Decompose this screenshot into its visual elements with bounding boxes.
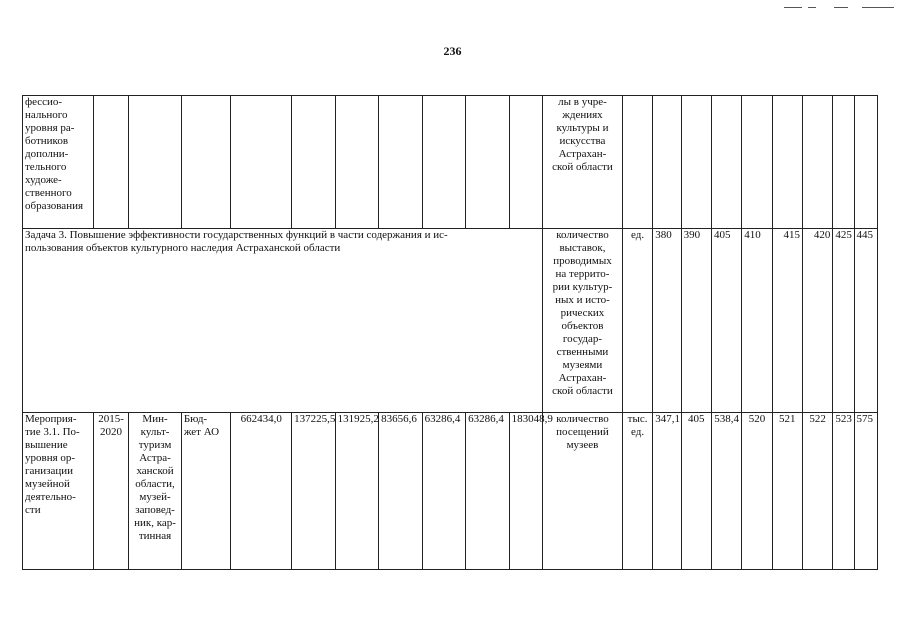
value-cell: 415 xyxy=(772,229,802,413)
value-cell: 347,1 xyxy=(653,413,681,570)
value-cell: 380 xyxy=(653,229,681,413)
year-value-cell: 131925,2 xyxy=(335,413,379,570)
value-cell: 575 xyxy=(854,413,877,570)
scan-mark xyxy=(862,7,894,8)
funding-source-cell: Бюд- жет АО xyxy=(181,413,231,570)
value-cell: 390 xyxy=(681,229,711,413)
value-cell: 405 xyxy=(681,413,711,570)
unit-cell: ед. xyxy=(622,229,652,413)
program-table xyxy=(22,95,878,570)
measure-name-cell: фессио- нального уровня ра- ботников дополни- тельного художе- ственного образования xyxy=(23,96,94,229)
value-cell: 405 xyxy=(711,229,741,413)
period-cell: 2015- 2020 xyxy=(93,413,128,570)
total-cell: 662434,0 xyxy=(231,413,292,570)
year-value-cell: 183048,9 xyxy=(509,413,542,570)
year-value-cell: 137225,5 xyxy=(292,413,336,570)
scan-mark xyxy=(808,7,816,8)
value-cell: 445 xyxy=(854,229,877,413)
scan-mark xyxy=(784,7,802,8)
value-cell: 420 xyxy=(802,229,832,413)
indicator-cell: количество посещений музеев xyxy=(543,413,623,570)
task-cell: Задача 3. Повышение эффективности государственных функций в части содержания и ис- пользования объектов культурного наследия Астраханской области xyxy=(23,229,543,413)
year-value-cell: 63286,4 xyxy=(422,413,466,570)
table-row xyxy=(23,229,878,413)
value-cell: 523 xyxy=(833,413,854,570)
value-cell: 522 xyxy=(802,413,832,570)
measure-name-cell: Мероприя- тие 3.1. По- вышение уровня ор- ганизации музейной деятельно- сти xyxy=(23,413,94,570)
value-cell: 521 xyxy=(772,413,802,570)
unit-cell: тыс. ед. xyxy=(622,413,652,570)
indicator-cell: количество выставок, проводимых на террито- рии культур- ных и исто- рических объектов государ- ственными музеями Астрахан- ской области xyxy=(543,229,623,413)
scan-mark xyxy=(834,7,848,8)
page-number: 236 xyxy=(443,44,462,58)
executor-cell: Мин- культ- туризм Астра- ханской области, музей- заповед- ник, кар- тинная xyxy=(129,413,182,570)
value-cell: 425 xyxy=(833,229,854,413)
year-value-cell: 83656,6 xyxy=(379,413,423,570)
value-cell: 410 xyxy=(742,229,772,413)
value-cell: 538,4 xyxy=(711,413,741,570)
table-row xyxy=(23,413,878,570)
table-row xyxy=(23,96,878,229)
year-value-cell: 63286,4 xyxy=(466,413,510,570)
indicator-cell: лы в учре- ждениях культуры и искусства Астрахан- ской области xyxy=(543,96,623,229)
value-cell: 520 xyxy=(742,413,772,570)
